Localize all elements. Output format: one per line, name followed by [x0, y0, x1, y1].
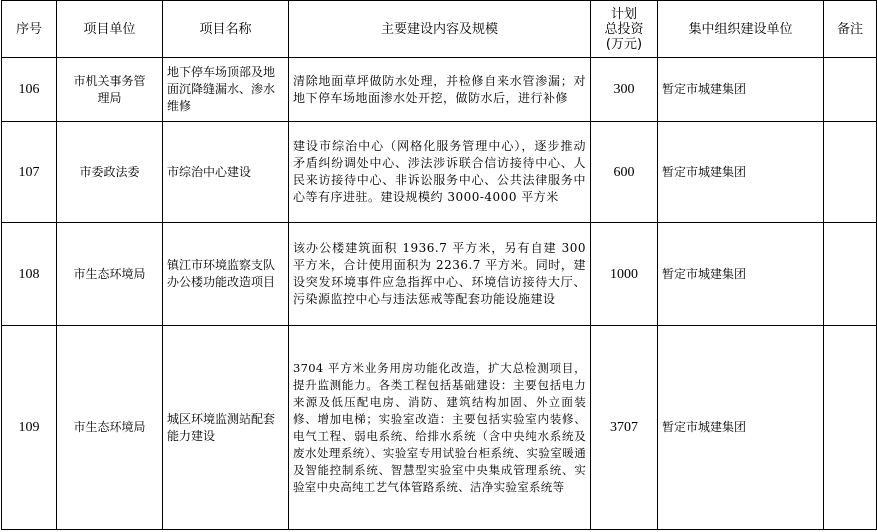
cell-unit: 市委政法委	[57, 122, 163, 223]
cell-investment: 3707	[591, 326, 658, 530]
cell-org: 暂定市城建集团	[658, 223, 824, 326]
header-row	[2, 1, 877, 58]
table-row	[2, 223, 877, 326]
cell-investment: 1000	[591, 223, 658, 326]
cell-investment: 300	[591, 58, 658, 122]
cell-unit: 市生态环境局	[57, 326, 163, 530]
project-table	[1, 0, 877, 530]
cell-name: 镇江市环境监察支队办公楼功能改造项目	[163, 223, 289, 326]
cell-name: 城区环境监测站配套能力建设	[163, 326, 289, 530]
header-seq: 序号	[2, 1, 57, 58]
cell-seq: 109	[2, 326, 57, 530]
cell-remark	[824, 122, 877, 223]
cell-org: 暂定市城建集团	[658, 326, 824, 530]
cell-unit: 市机关事务管理局	[57, 58, 163, 122]
header-investment-line3: (万元)	[605, 36, 643, 52]
cell-remark	[824, 326, 877, 530]
cell-content: 3704 平方米业务用房功能化改造，扩大总检测项目，提升监测能力。各类工程包括基础建设：主要包括电力来源及低压配电房、消防、建筑结构加固、外立面装修、增加电梯；实验室改造：主要包括实验室内装修、电气工程、弱电系统、给排水系统（含中央纯水系统及废水处理系统）、实验室专用试验台柜系统、实验室暖通及智能控制系统、智慧型实验室中央集成管理系统、实验室中央高纯工艺气体管路系统、洁净实验室系统等	[289, 326, 591, 530]
cell-name: 市综治中心建设	[163, 122, 289, 223]
table-row	[2, 122, 877, 223]
cell-investment: 600	[591, 122, 658, 223]
cell-org: 暂定市城建集团	[658, 58, 824, 122]
header-investment	[591, 1, 658, 58]
table-row	[2, 326, 877, 530]
cell-seq: 106	[2, 58, 57, 122]
cell-seq: 108	[2, 223, 57, 326]
header-org: 集中组织建设单位	[658, 1, 824, 58]
header-unit: 项目单位	[57, 1, 163, 58]
header-name: 项目名称	[163, 1, 289, 58]
table-row	[2, 58, 877, 122]
cell-seq: 107	[2, 122, 57, 223]
cell-content: 清除地面草坪做防水处理，并检修自来水管渗漏；对地下停车场地面渗水处开挖，做防水后，进行补修	[289, 58, 591, 122]
header-investment-line1: 计划	[610, 6, 637, 22]
cell-content: 建设市综治中心（网格化服务管理中心），逐步推动矛盾纠纷调处中心、涉法涉诉联合信访接待中心、人民来访接待中心、非诉讼服务中心、公共法律服务中心等有序进驻。建设规模约 3000-4000 平方米	[289, 122, 591, 223]
cell-unit: 市生态环境局	[57, 223, 163, 326]
cell-content: 该办公楼建筑面积 1936.7 平方米，另有自建 300 平方米，合计使用面积为 2236.7 平方米。同时，建设突发环境事件应急指挥中心、环境信访接待大厅、污染源监控中心与违法惩戒等配套功能设施建设	[289, 223, 591, 326]
cell-name: 地下停车场顶部及地面沉降缝漏水、渗水维修	[163, 58, 289, 122]
header-content: 主要建设内容及规模	[289, 1, 591, 58]
header-investment-line2: 总投资	[604, 21, 644, 37]
cell-remark	[824, 58, 877, 122]
header-remark: 备注	[824, 1, 877, 58]
cell-remark	[824, 223, 877, 326]
cell-org: 暂定市城建集团	[658, 122, 824, 223]
